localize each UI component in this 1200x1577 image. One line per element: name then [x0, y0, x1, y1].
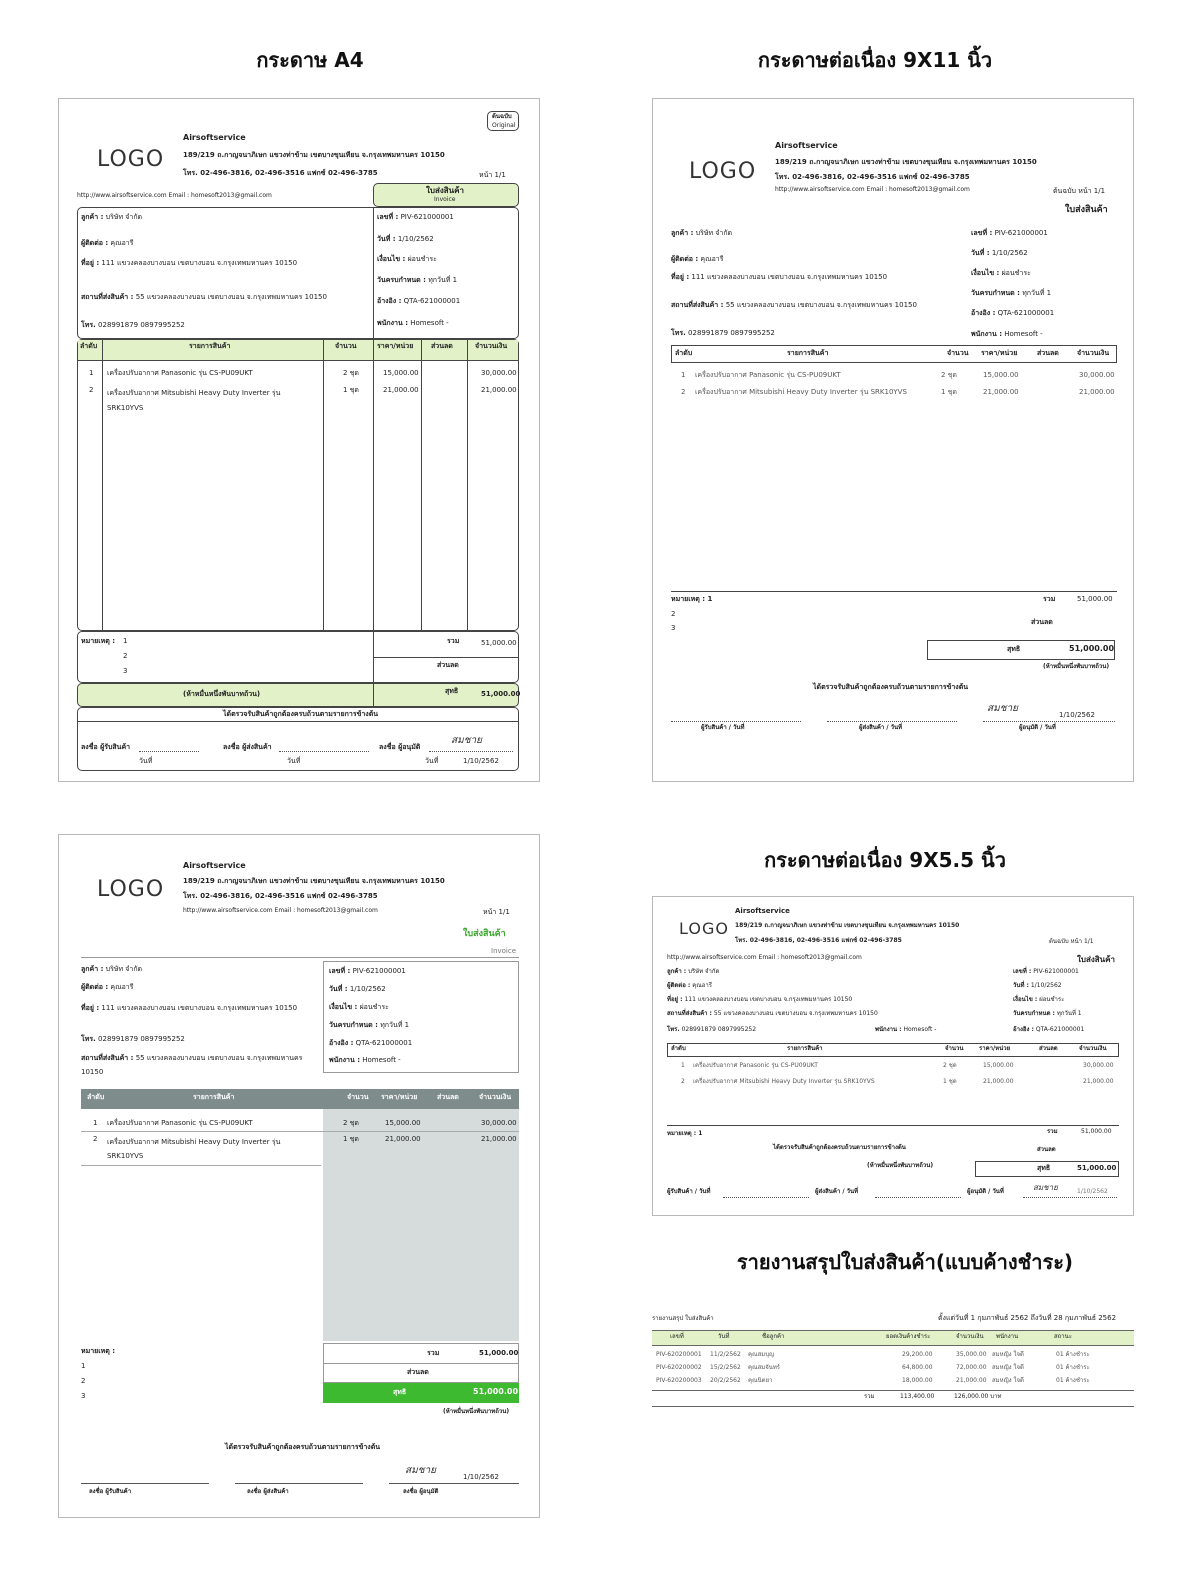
text-label: (ห้าหมื่นหนึ่งพันบาทถ้วน) [183, 690, 261, 698]
text-label: 113,400.00 [900, 1393, 935, 1400]
text-label: PIV-620200003 [656, 1377, 702, 1384]
text-label: สถานะ [1054, 1333, 1072, 1340]
text-label: 1 [93, 1119, 98, 1127]
signature: สมชาย [451, 735, 482, 746]
text-label: โทร. 02-496-3816, 02-496-3516 แฟกซ์ 02-496-3785 [775, 173, 970, 181]
text-label: ลงชื่อ ผู้อนุมัติ [403, 1488, 439, 1495]
text-label: Original [492, 122, 516, 129]
table-shaded-column [323, 1109, 519, 1341]
text-label: คุณนิตยา [748, 1377, 773, 1384]
text-label: ลูกค้า : บริษัท จำกัด [671, 229, 733, 237]
text-label: Invoice [491, 947, 517, 955]
text-label: ราคา/หน่วย [377, 342, 414, 350]
tel-value: 028991879 0897995252 [98, 321, 185, 329]
text-label: Airsoftservice [183, 861, 246, 870]
text-label: ส่วนลด [431, 342, 453, 350]
text-label: เครื่องปรับอากาศ Mitsubishi Heavy Duty Inverter รุ่น SRK10YVS [107, 1138, 281, 1160]
doc-no-value: PIV-621000001 [400, 213, 454, 221]
text-label: 2 [681, 1078, 685, 1085]
text-label: สถานที่ส่งสินค้า : 55 แขวงคลองบางบอน เขตบางบอน จ.กรุงเทพมหานคร 10150 [81, 293, 327, 301]
row1-no: 1 [89, 369, 94, 377]
text-label: คุณสมจันทร์ [748, 1364, 780, 1371]
text-label: จำนวน [947, 349, 969, 357]
text-label: Airsoftservice [735, 907, 790, 915]
text-label: 1/10/2562 [1059, 711, 1095, 719]
text-label: ต้นฉบับ หน้า 1/1 [1053, 187, 1106, 195]
doc-title: ใบส่งสินค้า [1077, 955, 1115, 964]
text-label: ต้นฉบับ [492, 113, 512, 120]
text-label: สถานที่ส่งสินค้า : 55 แขวงคลองบางบอน เขตบางบอน จ.กรุงเทพมหานคร 10150 [81, 1054, 303, 1076]
text-label: 15/2/2562 [710, 1364, 741, 1371]
row2-no: 2 [89, 386, 94, 394]
text-label: วันที่ : 1/10/2562 [377, 235, 434, 243]
text-label: วันที่ [718, 1333, 730, 1340]
text-label: 29,200.00 [902, 1351, 933, 1358]
text-label: ส่วนลด [1039, 1045, 1058, 1052]
text-label: โทร. 028991879 0897995252 [667, 1026, 757, 1033]
ship-to-value: 55 แขวงคลองบางบอน เขตบางบอน จ.กรุงเทพมหานคร 10150 [135, 293, 327, 301]
text-label: 3 [123, 667, 128, 675]
text-label: 1/10/2562 [463, 1473, 499, 1481]
text-label: สถานที่ส่งสินค้า : 55 แขวงคลองบางบอน เขตบางบอน จ.กรุงเทพมหานคร 10150 [667, 1010, 878, 1017]
text-label: 126,000.00 บาท [954, 1393, 1002, 1400]
text-label: หมายเหตุ : [81, 1347, 116, 1355]
text-label: ลูกค้า : บริษัท จำกัด [667, 968, 720, 975]
text-label: 1 [81, 1362, 86, 1370]
text-label: 30,000.00 [1079, 371, 1115, 379]
text-label: ราคา/หน่วย [981, 349, 1018, 357]
text-label: ลำดับ [671, 1045, 686, 1052]
text-label: สถานที่ส่งสินค้า : 55 แขวงคลองบางบอน เขตบางบอน จ.กรุงเทพมหานคร 10150 [671, 301, 917, 309]
invoice-continuous-9x5 [652, 896, 1134, 1216]
text-label: ที่อยู่ : 111 แขวงคลองบางบอน เขตบางบอน จ.กรุงเทพมหานคร 10150 [81, 1004, 298, 1012]
text-label: 51,000.00 [473, 1387, 519, 1396]
text-label: 35,000.00 [956, 1351, 987, 1358]
address-value: 111 แขวงคลองบางบอน เขตบางบอน จ.กรุงเทพมหานคร 10150 [101, 259, 298, 267]
ref-value: QTA-621000001 [403, 297, 461, 305]
contact-value: คุณอารี [110, 239, 134, 247]
report-period: ตั้งแต่วันที่ 1 กุมภาพันธ์ 2562 ถึงวันที่ 28 กุมภาพันธ์ 2562 [938, 1314, 1117, 1322]
text-label: ส่วนลด [437, 1093, 459, 1101]
text-label: โทร. 028991879 0897995252 [671, 329, 775, 337]
text-label: 1 ชุด [941, 388, 957, 396]
text-label: ราคา/หน่วย [381, 1093, 418, 1101]
text-label: 21,000.00 [383, 386, 419, 394]
text-label: หมายเหตุ : 1 [667, 1130, 703, 1137]
text-label: ผู้ติดต่อ : คุณอารี [671, 255, 724, 263]
text-label: http://www.airsoftservice.com Email : homesoft2013@gmail.com [183, 907, 378, 914]
text-label: ได้ตรวจรับสินค้าถูกต้องครบถ้วนตามรายการข้างต้น [813, 683, 969, 691]
company-logo: LOGO [97, 877, 165, 902]
page-number: หน้า 1/1 [479, 171, 506, 179]
text-label: ยอดเงินค้างชำระ [886, 1333, 931, 1340]
text-label: 30,000.00 [481, 1119, 517, 1127]
text-label: 189/219 ถ.กาญจนาภิเษก แขวงท่าข้าม เขตบางขุนเทียน จ.กรุงเทพมหานคร 10150 [775, 158, 1037, 166]
text-label: เลขที่ : PIV-621000001 [329, 967, 406, 975]
text-label: 15,000.00 [983, 371, 1019, 379]
text-label: ได้ตรวจรับสินค้าถูกต้องครบถ้วนตามรายการข้างต้น [225, 1443, 381, 1451]
text-label: เลขที่ [670, 1333, 684, 1340]
text-label: ส่วนลด [1037, 349, 1059, 357]
text-label: ส่วนลด [437, 661, 459, 669]
text-label: PIV-620200002 [656, 1364, 702, 1371]
text-label: เลขที่ : PIV-621000001 [377, 213, 454, 221]
text-label: พนักงาน : Homesoft - [875, 1026, 937, 1033]
text-label: (ห้าหมื่นหนึ่งพันบาทถ้วน) [867, 1162, 934, 1169]
text-label: ผู้ติดต่อ : คุณอารี [81, 239, 134, 247]
company-logo: LOGO [689, 159, 757, 184]
text-label: อ้างอิง : QTA-621000001 [329, 1039, 413, 1047]
text-label: 189/219 ถ.กาญจนาภิเษก แขวงท่าข้าม เขตบางขุนเทียน จ.กรุงเทพมหานคร 10150 [735, 922, 960, 929]
text-label: โทร. 02-496-3816, 02-496-3516 แฟกซ์ 02-496-3785 [183, 892, 378, 900]
text-label: ที่อยู่ : 111 แขวงคลองบางบอน เขตบางบอน จ.กรุงเทพมหานคร 10150 [81, 259, 298, 267]
text-label: 2 [123, 652, 128, 660]
text-label: รายการสินค้า [787, 1045, 823, 1052]
text-label: อ้างอิง : QTA-621000001 [377, 297, 461, 305]
text-label: 21,000.00 [983, 388, 1019, 396]
text-label: 51,000.00 [1069, 644, 1115, 653]
text-label: รายการสินค้า [787, 349, 829, 357]
text-label: สุทธิ [445, 687, 459, 695]
text-label: สมชาย [405, 1465, 436, 1476]
text-label: เงื่อนไข : ผ่อนชำระ [329, 1003, 389, 1011]
total-value: 51,000.00 [481, 639, 517, 647]
text-label: 30,000.00 [1083, 1062, 1114, 1069]
text-label: 21,000.00 [983, 1078, 1014, 1085]
text-label: วันที่ [425, 757, 439, 765]
text-label: 51,000.00 [1081, 1128, 1112, 1135]
text-label: หน้า 1/1 [483, 908, 510, 916]
summary-report [652, 1308, 1134, 1418]
heading-continuous-9x5: กระดาษต่อเนื่อง 9X5.5 นิ้ว [764, 848, 1006, 872]
text-label: จำนวน [347, 1093, 369, 1101]
text-label: รายการสินค้า [189, 342, 231, 350]
text-label: http://www.airsoftservice.com Email : homesoft2013@gmail.com [667, 954, 862, 961]
text-label: ลำดับ [87, 1093, 105, 1101]
text-label: 51,000.00 [1077, 1164, 1117, 1172]
doc-title: ใบส่งสินค้า [426, 186, 464, 195]
text-label: รวม [1043, 595, 1056, 603]
net-value: 51,000.00 [481, 690, 521, 698]
text-label: 01 ค้างชำระ [1056, 1377, 1090, 1384]
doc-title: ใบส่งสินค้า [463, 929, 506, 939]
text-label: พนักงาน : Homesoft - [329, 1056, 401, 1064]
text-label: เครื่องปรับอากาศ Mitsubishi Heavy Duty Inverter รุ่น SRK10YVS [695, 388, 907, 396]
text-label: เครื่องปรับอากาศ Mitsubishi Heavy Duty Inverter รุ่น SRK10YVS [693, 1078, 875, 1085]
heading-report: รายงานสรุปใบส่งสินค้า(แบบค้างชำระ) [736, 1250, 1074, 1274]
customer-box [77, 207, 519, 339]
text-label: สมชาย [987, 703, 1018, 714]
text-label: ชื่อลูกค้า [762, 1333, 785, 1340]
text-label: PIV-620200001 [656, 1351, 702, 1358]
text-label: ราคา/หน่วย [979, 1045, 1011, 1052]
invoice-a4-modern [58, 834, 540, 1518]
text-label: หมายเหตุ : [81, 637, 116, 645]
text-label: 2 [93, 1135, 98, 1143]
text-label: 3 [671, 624, 676, 632]
text-label: สมหญิง ใจดี [992, 1377, 1024, 1384]
text-label: โทร. 02-496-3816, 02-496-3516 แฟกซ์ 02-496-3785 [735, 937, 902, 944]
text-label: ลูกค้า : บริษัท จำกัด [81, 965, 143, 973]
company-name: Airsoftservice [183, 133, 246, 142]
text-label: 1 ชุด [343, 1135, 359, 1143]
text-label: โทร. 028991879 0897995252 [81, 1035, 185, 1043]
text-label: http://www.airsoftservice.com Email : homesoft2013@gmail.com [775, 186, 970, 193]
text-label: ผู้ส่งสินค้า / วันที่ [815, 1188, 859, 1195]
text-label: 64,800.00 [902, 1364, 933, 1371]
row2-desc: เครื่องปรับอากาศ Mitsubishi Heavy Duty Inverter รุ่น SRK10YVS [107, 389, 281, 412]
text-label: เงื่อนไข : ผ่อนชำระ [971, 269, 1031, 277]
text-label: 189/219 ถ.กาญจนาภิเษก แขวงท่าข้าม เขตบางขุนเทียน จ.กรุงเทพมหานคร 10150 [183, 877, 445, 885]
text-label: ลงชื่อ ผู้อนุมัติ [379, 743, 421, 751]
text-label: สุทธิ [1007, 645, 1021, 653]
text-label: 21,000.00 [481, 1135, 517, 1143]
text-label: 11/2/2562 [710, 1351, 741, 1358]
text-label: จำนวน [945, 1045, 964, 1052]
text-label: 15,000.00 [983, 1062, 1014, 1069]
text-label: 2 ชุด [941, 371, 957, 379]
text-label: ที่อยู่ : 111 แขวงคลองบางบอน เขตบางบอน จ.กรุงเทพมหานคร 10150 [671, 273, 888, 281]
text-label: รวม [1047, 1128, 1058, 1135]
text-label: 1/10/2562 [463, 757, 499, 765]
text-label: สมหญิง ใจดี [992, 1364, 1024, 1371]
text-label: 21,000.00 [1083, 1078, 1114, 1085]
text-label: ส่วนลด [1031, 618, 1053, 626]
text-label: ได้ตรวจรับสินค้าถูกต้องครบถ้วนตามรายการข้างต้น [223, 710, 379, 718]
text-label: เงื่อนไข : ผ่อนชำระ [377, 255, 437, 263]
text-label: ลำดับ [80, 342, 98, 350]
text-label: ผู้รับสินค้า / วันที่ [701, 724, 745, 731]
text-label: ได้ตรวจรับสินค้าถูกต้องครบถ้วนตามรายการข้างต้น [773, 1144, 906, 1151]
text-label: ต้นฉบับ หน้า 1/1 [1049, 938, 1094, 945]
text-label: ผู้อนุมัติ / วันที่ [1019, 724, 1056, 731]
text-label: พนักงาน [996, 1333, 1019, 1340]
text-label: คุณสมบุญ [748, 1351, 775, 1358]
row1-desc: เครื่องปรับอากาศ Panasonic รุ่น CS-PU09UKT [107, 369, 253, 377]
heading-a4: กระดาษ A4 [256, 48, 364, 72]
text-label: 1 [681, 1062, 685, 1069]
officer-value: Homesoft - [410, 319, 449, 327]
text-label: สมชาย [1033, 1183, 1058, 1192]
text-label: (ห้าหมื่นหนึ่งพันบาทถ้วน) [443, 1408, 510, 1415]
text-label: 2 [681, 388, 686, 396]
title-box [373, 183, 519, 207]
report-title: รายงานสรุป ใบส่งสินค้า [652, 1315, 714, 1322]
text-label: 15,000.00 [383, 369, 419, 377]
text-label: ที่อยู่ : 111 แขวงคลองบางบอน เขตบางบอน จ.กรุงเทพมหานคร 10150 [667, 996, 853, 1003]
text-label: 1 ชุด [343, 386, 359, 394]
text-label: ลูกค้า : บริษัท จำกัด [81, 213, 143, 221]
text-label: 1 ชุด [943, 1078, 957, 1085]
text-label: 15,000.00 [385, 1119, 421, 1127]
text-label: 21,000.00 [481, 386, 517, 394]
text-label: 2 ชุด [343, 369, 359, 377]
text-label: เครื่องปรับอากาศ Panasonic รุ่น CS-PU09UKT [693, 1062, 818, 1069]
original-badge [487, 111, 519, 131]
text-label: วันที่ : 1/10/2562 [329, 985, 386, 993]
text-label: พนักงาน : Homesoft - [377, 319, 449, 327]
text-label: ลงชื่อ ผู้ส่งสินค้า [247, 1488, 289, 1495]
text-label: วันที่ : 1/10/2562 [1013, 982, 1062, 989]
text-label: จำนวนเงิน [956, 1333, 984, 1340]
heading-continuous-9x11: กระดาษต่อเนื่อง 9X11 นิ้ว [757, 48, 993, 72]
text-label: 21,000.00 [956, 1377, 987, 1384]
date-value: 1/10/2562 [397, 235, 434, 243]
text-label: สุทธิ [393, 1388, 407, 1396]
text-label: เครื่องปรับอากาศ Panasonic รุ่น CS-PU09UKT [107, 1119, 253, 1127]
text-label: เลขที่ : PIV-621000001 [971, 229, 1048, 237]
text-label: ส่วนลด [407, 1368, 429, 1376]
text-label: 21,000.00 [1079, 388, 1115, 396]
text-label: จำนวนเงิน [475, 342, 508, 350]
text-label: (ห้าหมื่นหนึ่งพันบาทถ้วน) [1043, 663, 1110, 670]
text-label: เงื่อนไข : ผ่อนชำระ [1013, 996, 1065, 1003]
company-address: 189/219 ถ.กาญจนาภิเษก แขวงท่าข้าม เขตบางขุนเทียน จ.กรุงเทพมหานคร 10150 [183, 151, 445, 159]
text-label: 2 [671, 610, 676, 618]
text-label: Airsoftservice [775, 141, 838, 150]
text-label: อ้างอิง : QTA-621000001 [1013, 1026, 1085, 1033]
text-label: วันครบกำหนด : ทุกวันที่ 1 [1013, 1010, 1082, 1017]
text-label: 1 [123, 637, 128, 645]
text-label: รายการสินค้า [193, 1093, 235, 1101]
text-label: วันที่ [139, 757, 153, 765]
text-label: เลขที่ : PIV-621000001 [1013, 968, 1079, 975]
company-logo: LOGO [97, 147, 165, 172]
text-label: 01 ค้างชำระ [1056, 1364, 1090, 1371]
text-label: 18,000.00 [902, 1377, 933, 1384]
text-label: ผู้อนุมัติ / วันที่ [967, 1188, 1004, 1195]
text-label: 01 ค้างชำระ [1056, 1351, 1090, 1358]
text-label: 1 [681, 371, 686, 379]
text-label: วันที่ : 1/10/2562 [971, 249, 1028, 257]
text-label: รวม [864, 1393, 875, 1400]
text-label: 1/10/2562 [1077, 1188, 1108, 1195]
customer-value: บริษัท จำกัด [105, 213, 143, 221]
text-label: Invoice [434, 196, 456, 203]
text-label: ผู้รับสินค้า / วันที่ [667, 1188, 711, 1195]
invoice-continuous-9x11 [652, 98, 1134, 782]
text-label: ลำดับ [675, 349, 693, 357]
text-label: 2 ชุด [943, 1062, 957, 1069]
text-label: วันครบกำหนด : ทุกวันที่ 1 [329, 1021, 410, 1029]
text-label: 72,000.00 [956, 1364, 987, 1371]
text-label: 2 [81, 1377, 86, 1385]
company-phone: โทร. 02-496-3816, 02-496-3516 แฟกซ์ 02-496-3785 [183, 169, 378, 177]
text-label: ลงชื่อ ผู้ส่งสินค้า [223, 743, 272, 751]
text-label: ผู้ส่งสินค้า / วันที่ [859, 724, 903, 731]
text-label: ผู้ติดต่อ : คุณอารี [667, 982, 712, 989]
text-label: วันที่ [287, 757, 301, 765]
text-label: อ้างอิง : QTA-621000001 [971, 309, 1055, 317]
invoice-a4-green [58, 98, 540, 782]
text-label: สมหญิง ใจดี [992, 1351, 1024, 1358]
text-label: รวม [427, 1349, 440, 1357]
text-label: 2 ชุด [343, 1119, 359, 1127]
doc-title: ใบส่งสินค้า [1065, 205, 1108, 215]
text-label: สุทธิ [1037, 1164, 1051, 1172]
text-label: 51,000.00 [1077, 595, 1113, 603]
text-label: 20/2/2562 [710, 1377, 741, 1384]
text-label: ส่วนลด [1037, 1146, 1056, 1153]
text-label: รวม [447, 637, 460, 645]
text-label: จำนวนเงิน [1077, 349, 1110, 357]
text-label: ผู้ติดต่อ : คุณอารี [81, 983, 134, 991]
condition-value: ผ่อนชำระ [407, 255, 437, 263]
text-label: ลงชื่อ ผู้รับสินค้า [89, 1488, 132, 1495]
text-label: 21,000.00 [385, 1135, 421, 1143]
text-label: วันครบกำหนด : ทุกวันที่ 1 [971, 289, 1052, 297]
text-label: ลงชื่อ ผู้รับสินค้า [81, 743, 131, 751]
text-label: พนักงาน : Homesoft - [971, 330, 1043, 338]
text-label: วันครบกำหนด : ทุกวันที่ 1 [377, 276, 458, 284]
due-value: ทุกวันที่ 1 [428, 276, 458, 284]
text-label: หมายเหตุ : 1 [671, 595, 713, 603]
text-label: โทร. 028991879 0897995252 [81, 321, 185, 329]
text-label: จำนวน [335, 342, 357, 350]
items-table [77, 339, 519, 631]
company-logo: LOGO [679, 919, 729, 938]
text-label: 3 [81, 1392, 86, 1400]
text-label: 51,000.00 [479, 1349, 519, 1357]
text-label: จำนวนเงิน [479, 1093, 512, 1101]
text-label: 30,000.00 [481, 369, 517, 377]
text-label: เครื่องปรับอากาศ Panasonic รุ่น CS-PU09UKT [695, 371, 841, 379]
company-web: http://www.airsoftservice.com Email : homesoft2013@gmail.com [77, 192, 272, 199]
text-label: จำนวนเงิน [1079, 1045, 1107, 1052]
